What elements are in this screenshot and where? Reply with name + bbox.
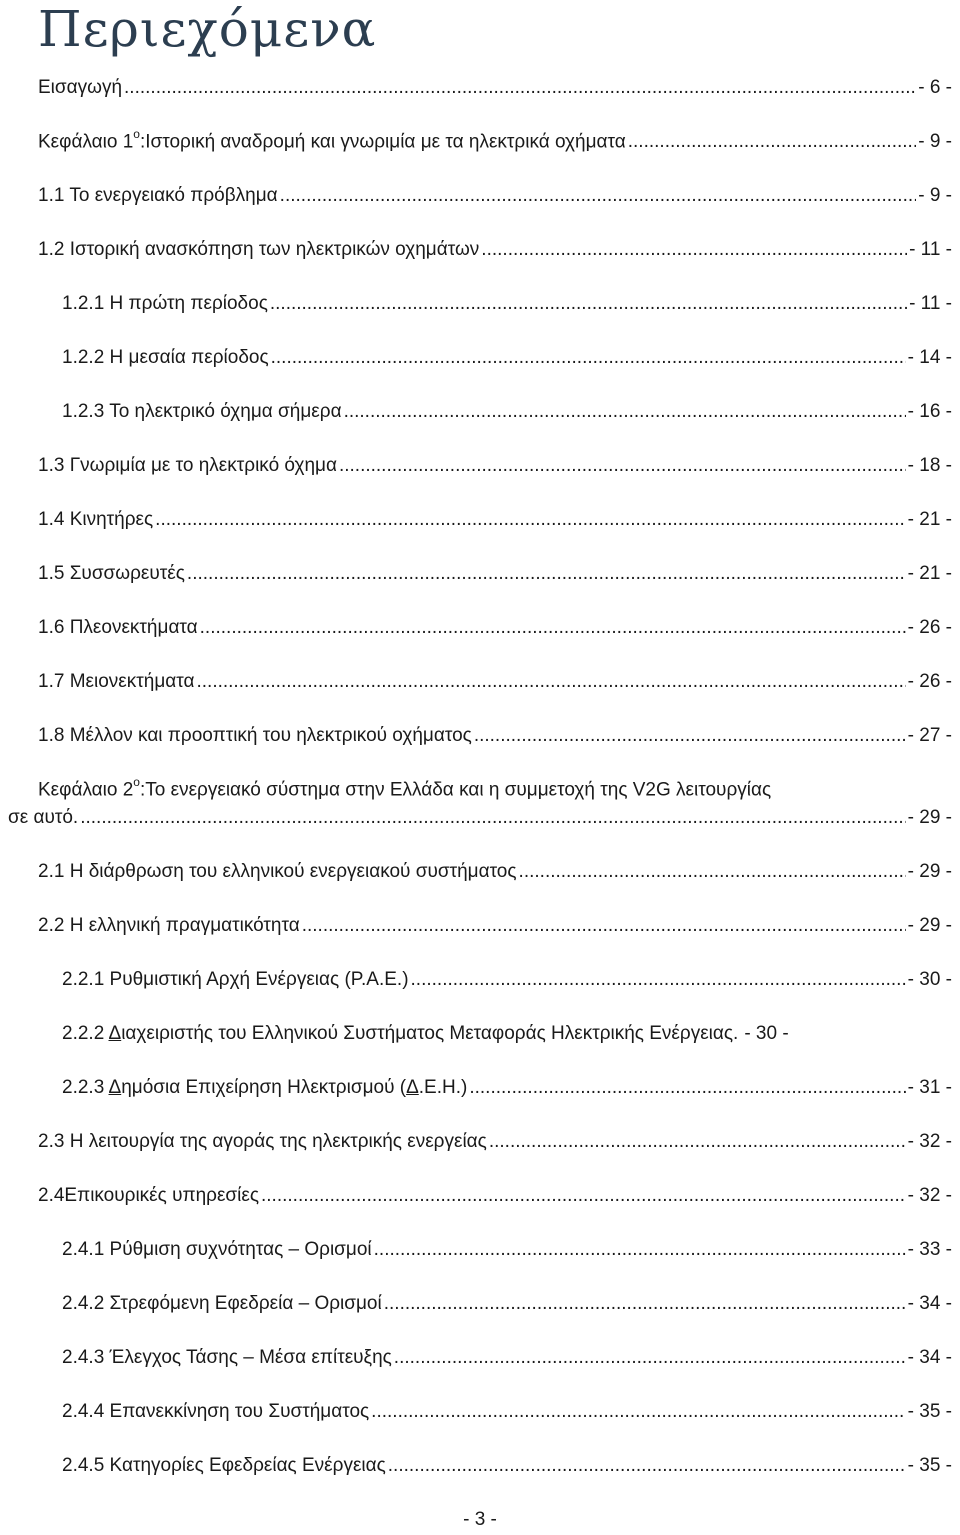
toc-entry-label: 1.7 Μειονεκτήματα (38, 671, 195, 692)
toc-entry-1-4[interactable] (38, 504, 952, 532)
toc-entry-2-4-2[interactable] (62, 1288, 952, 1316)
toc-entry-page: - 29 - (907, 807, 952, 828)
toc-entry-1-8[interactable] (38, 720, 952, 748)
toc-entry-1-2-3[interactable] (62, 396, 952, 424)
toc-entry-page: - 32 - (907, 1185, 952, 1206)
toc-entry-page: - 16 - (907, 401, 952, 422)
toc-entry-intro[interactable] (38, 72, 952, 100)
toc-entry-label: 2.2 Η ελληνική πραγματικότητα (38, 915, 300, 936)
toc-entry-page: - 30 - (907, 969, 952, 990)
toc-entry-label: 2.3 Η λειτουργία της αγοράς της ηλεκτρικής ενεργείας (38, 1131, 487, 1152)
toc-entry-page: - 34 - (907, 1347, 952, 1368)
toc-entry-label: 1.2.1 Η πρώτη περίοδος (62, 293, 268, 314)
toc-entry-1-7[interactable] (38, 666, 952, 694)
toc-entry-2-4[interactable] (38, 1180, 952, 1208)
toc-entry-label: 2.1 Η διάρθρωση του ελληνικού ενεργειακού συστήματος (38, 861, 517, 882)
toc-leader-dots (474, 724, 906, 748)
toc-entry-1-2[interactable] (38, 234, 952, 262)
toc-leader-dots (155, 508, 905, 532)
toc-leader-dots (374, 1238, 906, 1262)
toc-leader-dots (124, 76, 916, 100)
toc-entry-page: - 30 - (744, 1023, 789, 1044)
toc-leader-dots (339, 454, 906, 478)
toc-entry-2-3[interactable] (38, 1126, 952, 1154)
toc-leader-dots (371, 1400, 905, 1424)
toc-entry-page: - 18 - (907, 455, 952, 476)
toc-entry-1-1[interactable] (38, 180, 952, 208)
toc-leader-dots (388, 1454, 906, 1478)
toc-leader-dots (187, 562, 906, 586)
toc-entry-page: - 29 - (907, 861, 952, 882)
toc-leader-dots (384, 1292, 906, 1316)
toc-leader-dots (302, 914, 906, 938)
toc-entry-label: 2.4Επικουρικές υπηρεσίες (38, 1185, 259, 1206)
toc-entry-2-4-4[interactable] (62, 1396, 952, 1424)
toc-entry-page: - 14 - (907, 347, 952, 368)
toc-leader-dots (519, 860, 906, 884)
toc-entry-label: 2.4.5 Κατηγορίες Εφεδρείας Ενέργειας (62, 1455, 386, 1476)
toc-entry-page: - 35 - (907, 1455, 952, 1476)
toc-entry-label: Κεφάλαιο $2^o:To$ ενεργειακό σύστημα στην Ελλάδα και η συμμετοχή της V2G λειτουργίας (38, 774, 772, 800)
toc-entry-page: - 21 - (907, 509, 952, 530)
toc-entry-label-continued: σε αυτό. (8, 807, 79, 828)
toc-entry-label: 1.5 Συσσωρευτές (38, 563, 185, 584)
toc-entry-label: 1.3 Γνωριμία με το ηλεκτρικό όχημα (38, 455, 337, 476)
toc-entry-page: - 9 - (918, 185, 952, 206)
toc-entry-label: 2.4.3 Έλεγχος Τάσης – Μέσα επίτευξης (62, 1347, 392, 1368)
toc-entry-label-line-2 (8, 802, 952, 830)
toc-entry-1-2-2[interactable] (62, 342, 952, 370)
toc-entry-page: - 31 - (907, 1077, 952, 1098)
toc-entry-page: - 33 - (907, 1239, 952, 1260)
toc-entry-2-2-2[interactable] (62, 1018, 952, 1046)
toc-entry-2-4-5[interactable] (62, 1450, 952, 1478)
toc-leader-dots (469, 1076, 905, 1100)
toc-leader-dots (271, 346, 906, 370)
toc-entry-label: 2.2.3 Δημόσια Επιχείρηση Ηλεκτρισμού (Δ.Ε.Η.) (62, 1077, 468, 1098)
toc-leader-dots (481, 238, 907, 262)
toc-leader-dots (344, 400, 906, 424)
toc-entry-2-4-3[interactable] (62, 1342, 952, 1370)
toc-entry-label-line-1 (38, 774, 952, 802)
toc-entry-label: 1.6 Πλεονεκτήματα (38, 617, 198, 638)
toc-entry-label: 2.2.2 Διαχειριστής του Ελληνικού Συστήματος Μεταφοράς Ηλεκτρικής Ενέργειας. (62, 1023, 739, 1044)
toc-entry-label: 2.4.2 Στρεφόμενη Εφεδρεία – Ορισμοί (62, 1293, 382, 1314)
toc-entry-label: Κεφάλαιο $1^o:I\sigma\tau o\rho\iota\kappa ή$ αναδρομή και γνωριμία με τα ηλεκτρικά οχήματα (38, 126, 626, 152)
toc-entry-chapter-1[interactable] (38, 126, 952, 154)
toc-leader-dots (261, 1184, 906, 1208)
toc-leader-dots (489, 1130, 906, 1154)
toc-entry-page: - 11 - (909, 293, 952, 314)
toc-entry-page: - 26 - (907, 671, 952, 692)
toc-entry-page: - 32 - (907, 1131, 952, 1152)
toc-leader-dots (270, 292, 907, 316)
toc-entry-2-2-1[interactable] (62, 964, 952, 992)
toc-entry-label: 1.4 Κινητήρες (38, 509, 154, 530)
toc-entry-1-6[interactable] (38, 612, 952, 640)
page-number: - 3 - (463, 1509, 497, 1530)
toc-entry-page: - 21 - (907, 563, 952, 584)
toc-leader-dots (280, 184, 917, 208)
toc-entry-2-2-3[interactable] (62, 1072, 952, 1100)
toc-entry-1-2-1[interactable] (62, 288, 952, 316)
toc-entry-page: - 29 - (907, 915, 952, 936)
toc-entry-page: - 34 - (907, 1293, 952, 1314)
toc-entry-page: - 27 - (907, 725, 952, 746)
toc-entry-label: Εισαγωγή (38, 77, 123, 98)
toc-leader-dots (628, 130, 916, 154)
toc-entry-label: 2.4.1 Ρύθμιση συχνότητας – Ορισμοί (62, 1239, 372, 1260)
toc-entry-label: 1.1 Το ενεργειακό πρόβλημα (38, 185, 278, 206)
toc-entry-label: 1.2.3 Το ηλεκτρικό όχημα σήμερα (62, 401, 342, 422)
toc-leader-dots (394, 1346, 906, 1370)
toc-entry-2-4-1[interactable] (62, 1234, 952, 1262)
toc-entry-page: - 11 - (909, 239, 952, 260)
toc-entry-label: 1.2 Ιστορική ανασκόπηση των ηλεκτρικών οχημάτων (38, 239, 480, 260)
toc-entry-2-2[interactable] (38, 910, 952, 938)
page-title: Περιεχόμενα (38, 0, 377, 58)
toc-leader-dots (200, 616, 906, 640)
toc-entry-page: - 35 - (907, 1401, 952, 1422)
toc-entry-2-1[interactable] (38, 856, 952, 884)
toc-entry-label: 1.2.2 Η μεσαία περίοδος (62, 347, 269, 368)
toc-leader-dots (411, 968, 906, 992)
toc-entry-label: 2.4.4 Επανεκκίνηση του Συστήματος (62, 1401, 370, 1422)
toc-entry-1-3[interactable] (38, 450, 952, 478)
toc-entry-1-5[interactable] (38, 558, 952, 586)
toc-leader-dots (80, 806, 905, 830)
toc-entry-label: 1.8 Μέλλον και προοπτική του ηλεκτρικού οχήματος (38, 725, 472, 746)
toc-entry-page: - 6 - (918, 77, 952, 98)
toc-entry-label: 2.2.1 Ρυθμιστική Αρχή Ενέργειας (Ρ.Α.Ε.) (62, 969, 409, 990)
toc-entry-page: - 9 - (918, 131, 952, 152)
toc-entry-chapter-2[interactable] (8, 774, 952, 830)
toc-leader-dots (196, 670, 905, 694)
toc-entry-page: - 26 - (907, 617, 952, 638)
